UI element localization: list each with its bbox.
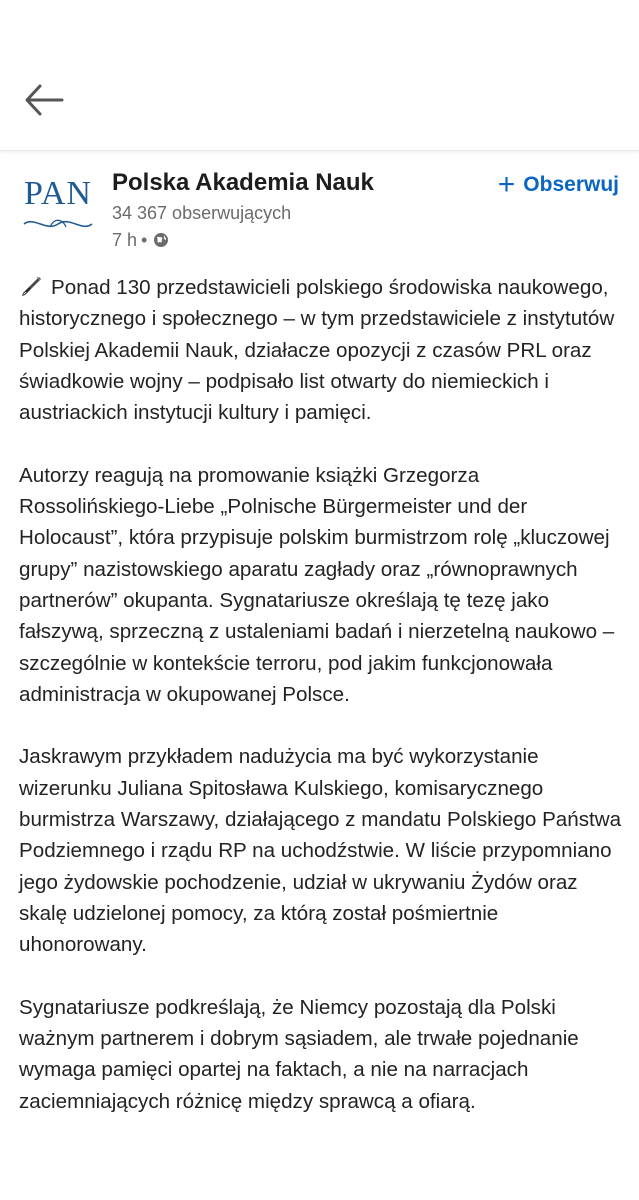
post-paragraph: Sygnatariusze podkreślają, że Niemcy pozostają dla Polski ważnym partnerem i dobrym sąsiadem, ale trwałe pojednanie wymaga pamięci opartej na faktach, a nie na narracjach zaciemniających różnicę między sprawcą a ofiarą.: [19, 995, 579, 1113]
post-meta: [112, 228, 169, 252]
post-paragraph: [19, 272, 625, 428]
post-paragraph: Jaskrawym przykładem nadużycia ma być wykorzystanie wizerunku Juliana Spitosława Kulskiego, komisarycznego burmistrza Warszawy, działającego z mandatu Polskiego Państwa Podziemnego i rządu RP na uchodźstwie. W liście przypomniano jego żydowskie pochodzenie, udział w ukrywaniu Żydów oraz skalę udzielonej pomocy, za którą został pośmiertnie uhonorowany.: [19, 745, 622, 957]
logo-text: PAN: [24, 175, 92, 212]
logo-flourish-icon: [20, 214, 96, 234]
top-divider: [0, 150, 639, 151]
back-arrow-icon: [22, 80, 66, 120]
back-button[interactable]: [22, 80, 66, 120]
paragraph-text: Ponad 130 przedstawicieli polskiego środowiska naukowego, historycznego i społecznego – w tym przedstawiciele z instytutów Polskiej Akademii Nauk, działacze opozycji z czasów PRL oraz świadkowie wojny – podpisało list otwarty do niemieckich i austriackich instytucji kultury i pamięci.: [19, 276, 615, 425]
post-paragraph: Autorzy reagują na promowanie książki Grzegorza Rossolińskiego-Liebe „Polnische Bürgermeister und der Holocaust”, która przypisuje polskim burmistrzom rolę „kluczowej grupy” nazistowskiego aparatu zagłady oraz „równoprawnych partnerów” okupanta. Sygnatariusze określają tę tezę jako fałszywą, sprzeczną z ustaleniami badań i nierzetelną naukowo – szczególnie w kontekście terroru, pod jakim funkcjonowała administracja w okupowanej Polsce.: [19, 463, 615, 706]
org-name[interactable]: Polska Akademia Nauk: [112, 169, 374, 196]
top-app-bar: [0, 0, 639, 150]
post-body: [19, 272, 625, 1148]
globe-icon: [153, 232, 169, 248]
meta-separator: •: [141, 230, 148, 250]
follow-label: Obserwuj: [523, 173, 619, 196]
post-header: [0, 160, 639, 255]
follower-count: 34 367 obserwujących: [112, 203, 292, 223]
follow-button[interactable]: [498, 168, 619, 202]
plus-icon: +: [497, 168, 516, 201]
post-time: 7 h: [112, 230, 138, 250]
org-logo[interactable]: [18, 174, 98, 236]
fountain-pen-icon: [19, 274, 43, 298]
